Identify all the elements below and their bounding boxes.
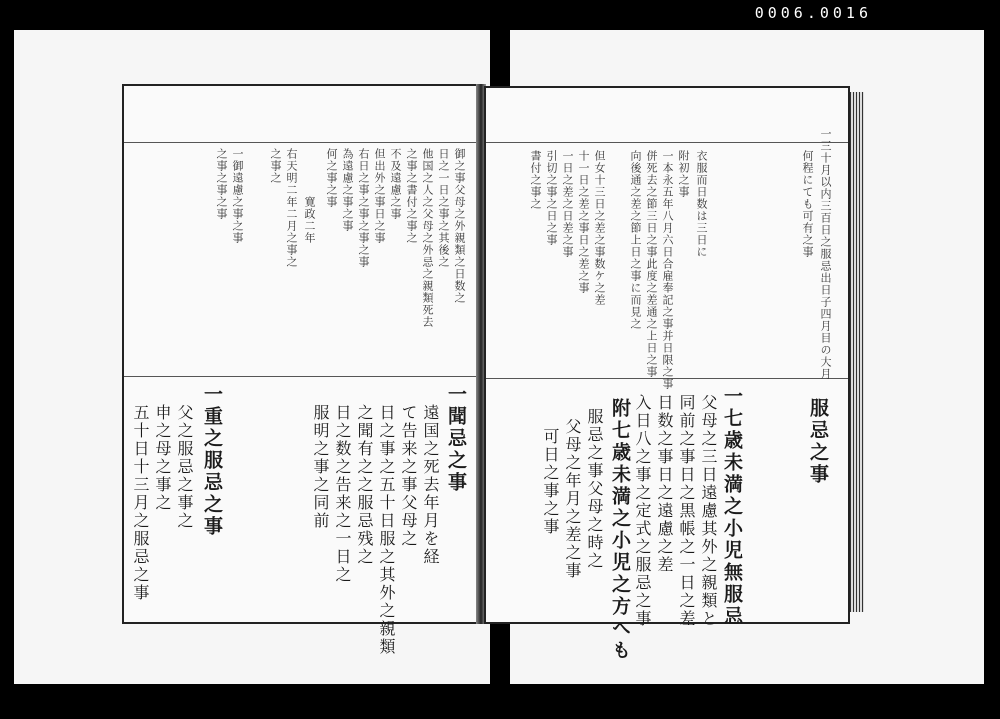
left-upper-col-4: 之事之書付之事之	[405, 148, 418, 244]
left-upper-col-1: 御之事父母之外親類之日数之	[453, 148, 466, 304]
left-lower-col-2: 遠国之死去年月を経	[421, 404, 440, 566]
right-upper-col-12: 書付之事之	[529, 150, 542, 210]
right-lower-col-10: 可日之事之事	[541, 428, 560, 536]
left-upper-col-8: 為遠慮之事之事	[341, 148, 354, 232]
left-lower-col-3: て告来之事父母之	[399, 404, 418, 548]
left-lower-col-11: 五十日十三月之服忌之事	[131, 404, 150, 602]
left-upper-col-9: 何之事之事	[325, 148, 338, 208]
right-lower-col-4: 同前之事日之黒帳之一日之差	[677, 394, 696, 628]
left-upper-col-11: 右天明二年二月之事之	[285, 148, 298, 268]
left-lower-col-9: 父之服忌之事之	[175, 404, 194, 530]
open-book	[122, 84, 864, 662]
left-upper-col-3: 他国之人之父母之外忌之親類死去	[421, 148, 434, 328]
left-lower-col-6: 日之数之告来之一日之	[333, 404, 352, 584]
left-lower-col-10: 申之母之事之	[153, 404, 172, 512]
right-lower-col-6: 入日八之事之定式之服忌之事	[633, 394, 652, 628]
left-upper-col-5: 不及遠慮之事	[389, 148, 402, 220]
right-heading-fukuki: 服忌之事	[807, 398, 829, 486]
right-upper-col-3: 衣服而日数は三日に	[695, 150, 708, 258]
right-lower-col-9: 父母之年月之差之事	[563, 418, 582, 580]
right-heading-shichisai: 一七歳未満之小児無服忌	[721, 386, 743, 628]
left-heading-jubuku: 一重之服忌之事	[201, 384, 223, 538]
page-edges	[850, 92, 864, 612]
right-upper-col-10: 一日之差之日差之事	[561, 150, 574, 258]
right-lower-col-5: 日数之事日之遠慮之差	[655, 394, 674, 574]
left-upper-col-6: 但出外之事日之事	[373, 148, 386, 244]
right-upper-col-1: 一三十月以内三百日之服忌出日子四月目の大月	[819, 128, 832, 380]
left-upper-col-14: 之事之事之事	[215, 148, 228, 220]
left-upper-col-13: 一御遠慮之事之事	[231, 148, 244, 244]
left-upper-col-2: 日之一日之事之其後之	[437, 148, 450, 268]
left-heading-bunki: 一聞忌之事	[445, 384, 467, 494]
right-upper-col-5: 一本永五年八月六日合雇奉記之事并日限之事	[661, 150, 674, 390]
right-upper-col-4: 附初之事	[677, 150, 690, 198]
left-lower-col-4: 日之事之五十日服之其外之親類	[377, 404, 396, 656]
right-upper-col-8: 但女十三日之差之事数ケ之差	[593, 150, 606, 306]
right-upper-col-11: 引切之事之日之事	[545, 150, 558, 246]
left-upper-col-12: 之事之	[269, 148, 282, 184]
right-lower-col-8: 服忌之事父母之時之	[585, 408, 604, 570]
left-page-middle-rule	[124, 376, 476, 377]
left-page	[122, 84, 478, 656]
left-page-header-rule	[124, 142, 476, 143]
right-upper-col-9: 十一日之差之事日之差之事	[577, 150, 590, 294]
right-upper-col-2: 何程にても可有之事	[801, 150, 814, 258]
right-upper-col-7: 向後通之差之節上日之事に而見之	[629, 150, 642, 330]
right-page-header-rule	[486, 142, 848, 143]
left-upper-col-7: 右日之事之事之事之事	[357, 148, 370, 268]
microfilm-frame-id: 0006.0016	[754, 4, 872, 22]
right-heading-tsuki: 附七歳未満之小児之方へも	[609, 398, 631, 662]
right-upper-col-6: 併死去之節三日之事此度之差通之上日之事	[645, 150, 658, 378]
left-upper-col-10: 寛政二年	[303, 196, 316, 244]
left-lower-col-7: 服明之事之同前	[311, 404, 330, 530]
right-lower-col-3: 父母之三日遠慮其外之親類と	[699, 394, 718, 628]
left-lower-col-5: 之聞有之之服忌残之	[355, 404, 374, 566]
right-page	[484, 86, 850, 662]
